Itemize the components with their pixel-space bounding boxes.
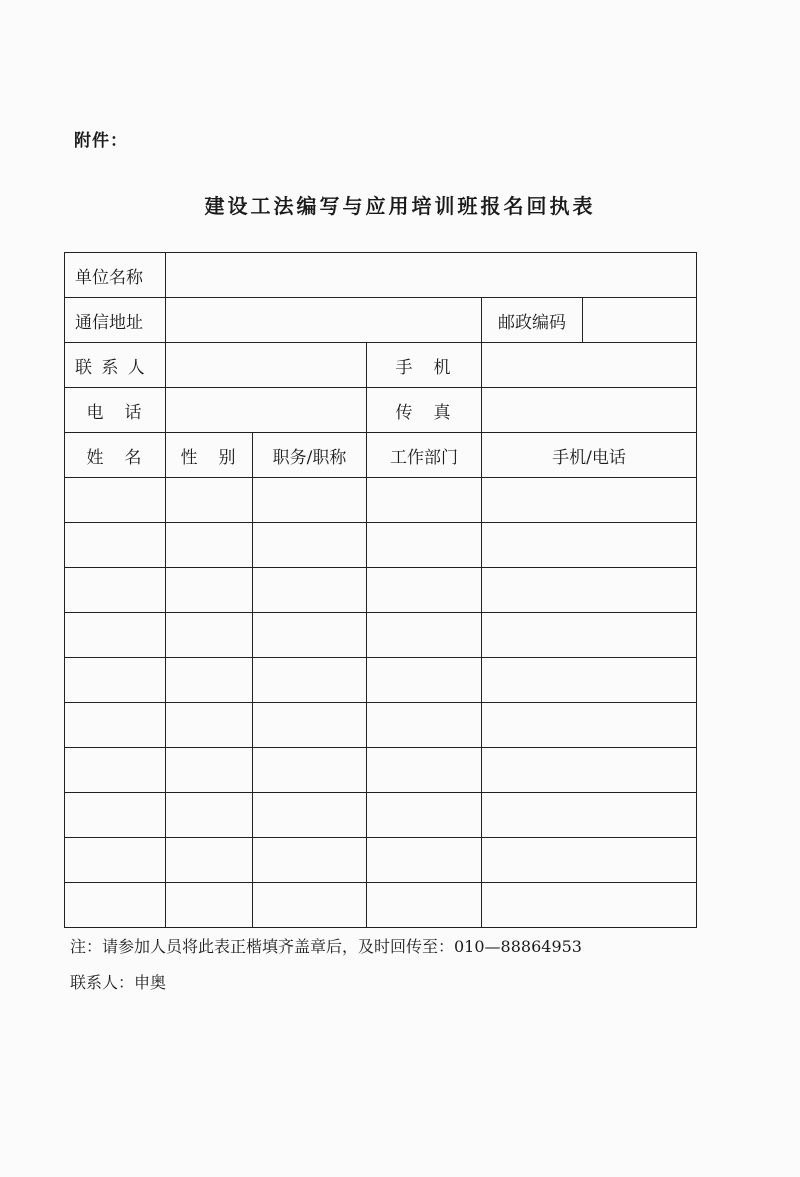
attendee-mobile-phone-cell[interactable]: [482, 793, 697, 838]
contact-field[interactable]: [166, 343, 367, 388]
attendee-header-row: [65, 433, 697, 478]
attendee-gender-cell[interactable]: [166, 703, 253, 748]
attendee-position-cell[interactable]: [253, 613, 367, 658]
fax-label: 传 真: [367, 388, 482, 433]
attendee-row: [65, 883, 697, 928]
attendee-row: [65, 568, 697, 613]
attendee-gender-cell[interactable]: [166, 568, 253, 613]
attendee-name-cell[interactable]: [65, 703, 166, 748]
attendee-gender-cell[interactable]: [166, 838, 253, 883]
org-name-field[interactable]: [166, 253, 697, 298]
attendee-row: [65, 478, 697, 523]
header-name: 姓 名: [65, 433, 166, 478]
attendee-department-cell[interactable]: [367, 838, 482, 883]
attendee-mobile-phone-cell[interactable]: [482, 883, 697, 928]
attendee-position-cell[interactable]: [253, 838, 367, 883]
attendee-position-cell[interactable]: [253, 793, 367, 838]
attendee-position-cell[interactable]: [253, 703, 367, 748]
attendee-name-cell[interactable]: [65, 793, 166, 838]
attendee-name-cell[interactable]: [65, 838, 166, 883]
header-position: 职务/职称: [253, 433, 367, 478]
attendee-row: [65, 658, 697, 703]
attendee-department-cell[interactable]: [367, 883, 482, 928]
attendee-rows: [65, 478, 697, 928]
attendee-mobile-phone-cell[interactable]: [482, 568, 697, 613]
attendee-row: [65, 748, 697, 793]
contact-row: [65, 343, 697, 388]
attendee-gender-cell[interactable]: [166, 478, 253, 523]
attendee-name-cell[interactable]: [65, 478, 166, 523]
attendee-department-cell[interactable]: [367, 703, 482, 748]
attendee-name-cell[interactable]: [65, 658, 166, 703]
header-department: 工作部门: [367, 433, 482, 478]
attendee-gender-cell[interactable]: [166, 883, 253, 928]
mobile-label: 手 机: [367, 343, 482, 388]
phone-label: 电 话: [65, 388, 166, 433]
attendee-name-cell[interactable]: [65, 523, 166, 568]
attendee-department-cell[interactable]: [367, 613, 482, 658]
mobile-field[interactable]: [482, 343, 697, 388]
phone-field[interactable]: [166, 388, 367, 433]
attendee-mobile-phone-cell[interactable]: [482, 523, 697, 568]
address-row: [65, 298, 697, 343]
header-mobile-phone: 手机/电话: [482, 433, 697, 478]
attendee-mobile-phone-cell[interactable]: [482, 613, 697, 658]
attendee-department-cell[interactable]: [367, 478, 482, 523]
header-gender: 性 别: [166, 433, 253, 478]
contact-person: 联系人：申奥: [70, 973, 167, 992]
attendee-row: [65, 838, 697, 883]
attachment-label: 附件：: [74, 131, 128, 151]
attendee-row: [65, 523, 697, 568]
attendee-name-cell[interactable]: [65, 748, 166, 793]
org-name-row: [65, 253, 697, 298]
phone-row: [65, 388, 697, 433]
attendee-mobile-phone-cell[interactable]: [482, 658, 697, 703]
postcode-label: 邮政编码: [482, 298, 583, 343]
attendee-department-cell[interactable]: [367, 748, 482, 793]
attendee-position-cell[interactable]: [253, 748, 367, 793]
attendee-mobile-phone-cell[interactable]: [482, 838, 697, 883]
attendee-name-cell[interactable]: [65, 568, 166, 613]
contact-label: 联 系 人: [65, 343, 166, 388]
address-label: 通信地址: [65, 298, 166, 343]
attendee-position-cell[interactable]: [253, 568, 367, 613]
fax-field[interactable]: [482, 388, 697, 433]
attendee-mobile-phone-cell[interactable]: [482, 703, 697, 748]
attendee-row: [65, 613, 697, 658]
attendee-row: [65, 793, 697, 838]
attendee-department-cell[interactable]: [367, 568, 482, 613]
attendee-position-cell[interactable]: [253, 478, 367, 523]
attendee-position-cell[interactable]: [253, 883, 367, 928]
attendee-department-cell[interactable]: [367, 523, 482, 568]
attendee-gender-cell[interactable]: [166, 658, 253, 703]
registration-form-table: [64, 252, 697, 928]
attendee-department-cell[interactable]: [367, 793, 482, 838]
attendee-gender-cell[interactable]: [166, 523, 253, 568]
attendee-row: [65, 703, 697, 748]
attendee-department-cell[interactable]: [367, 658, 482, 703]
attendee-gender-cell[interactable]: [166, 793, 253, 838]
org-name-label: 单位名称: [65, 253, 166, 298]
attendee-position-cell[interactable]: [253, 523, 367, 568]
attendee-name-cell[interactable]: [65, 883, 166, 928]
attendee-mobile-phone-cell[interactable]: [482, 748, 697, 793]
address-field[interactable]: [166, 298, 482, 343]
attendee-gender-cell[interactable]: [166, 748, 253, 793]
submission-note: 注：请参加人员将此表正楷填齐盖章后，及时回传至：010—88864953: [70, 937, 582, 956]
attendee-name-cell[interactable]: [65, 613, 166, 658]
form-title: 建设工法编写与应用培训班报名回执表: [204, 194, 596, 218]
attendee-mobile-phone-cell[interactable]: [482, 478, 697, 523]
postcode-field[interactable]: [583, 298, 697, 343]
attendee-gender-cell[interactable]: [166, 613, 253, 658]
attendee-position-cell[interactable]: [253, 658, 367, 703]
